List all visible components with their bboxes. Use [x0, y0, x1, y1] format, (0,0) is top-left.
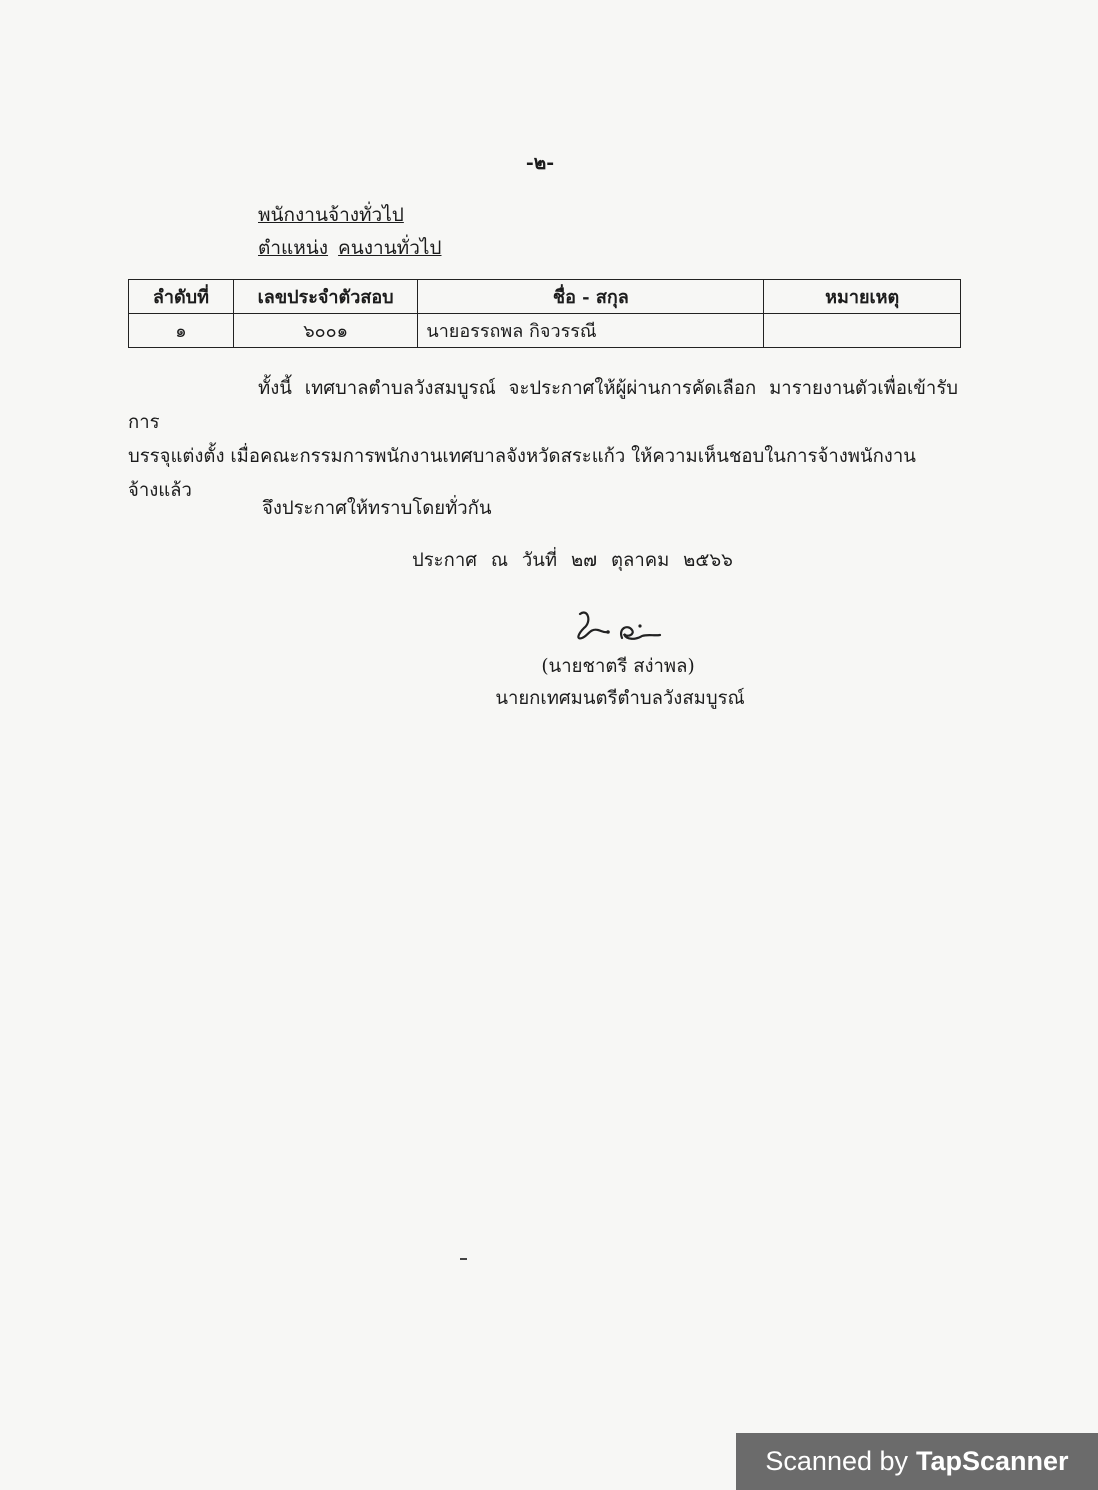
signer-title: นายกเทศมนตรีตำบลวังสมบูรณ์ — [495, 688, 745, 709]
col-header-name: ชื่อ - สกุล — [418, 280, 764, 314]
signature-mark — [568, 602, 668, 652]
col-header-exam-id: เลขประจำตัวสอบ — [233, 280, 418, 314]
candidate-table — [128, 279, 961, 348]
position-label: ตำแหน่ง — [258, 237, 329, 259]
scanner-watermark — [736, 1433, 1098, 1490]
watermark-brand: TapScanner — [916, 1446, 1069, 1476]
employee-category-heading: พนักงานจ้างทั่วไป — [258, 204, 404, 226]
announcement-paragraph — [128, 372, 958, 508]
table-header-row — [129, 280, 961, 314]
position-value: คนงานทั่วไป — [338, 237, 442, 259]
announcement-date: ประกาศ ณ วันที่ ๒๗ ตุลาคม ๒๕๖๖ — [412, 550, 733, 571]
position-heading — [258, 233, 442, 263]
cell-exam-id: ๖๐๐๑ — [233, 314, 418, 348]
scan-speck — [460, 1258, 467, 1260]
signer-name: (นายชาตรี สง่าพล) — [541, 656, 695, 677]
table-row — [129, 314, 961, 348]
paragraph-line-3: จ้างแล้ว — [128, 480, 192, 501]
col-header-order: ลำดับที่ — [129, 280, 234, 314]
col-header-remark: หมายเหตุ — [764, 280, 961, 314]
paragraph-line-2: บรรจุแต่งตั้ง เมื่อคณะกรรมการพนักงานเทศบาลจังหวัดสระแก้ว ให้ความเห็นชอบในการจ้างพนักงาน — [128, 446, 916, 467]
page-number: -๒- — [525, 152, 555, 174]
closing-statement: จึงประกาศให้ทราบโดยทั่วกัน — [262, 498, 492, 519]
cell-order: ๑ — [129, 314, 234, 348]
cell-remark — [764, 314, 961, 348]
paragraph-line-1: ทั้งนี้ เทศบาลตำบลวังสมบูรณ์ จะประกาศให้ผู้ผ่านการคัดเลือก มารายงานตัวเพื่อเข้ารับการ — [128, 378, 958, 433]
cell-name: นายอรรถพล กิจวรรณี — [418, 314, 764, 348]
watermark-prefix: Scanned by — [765, 1446, 909, 1476]
